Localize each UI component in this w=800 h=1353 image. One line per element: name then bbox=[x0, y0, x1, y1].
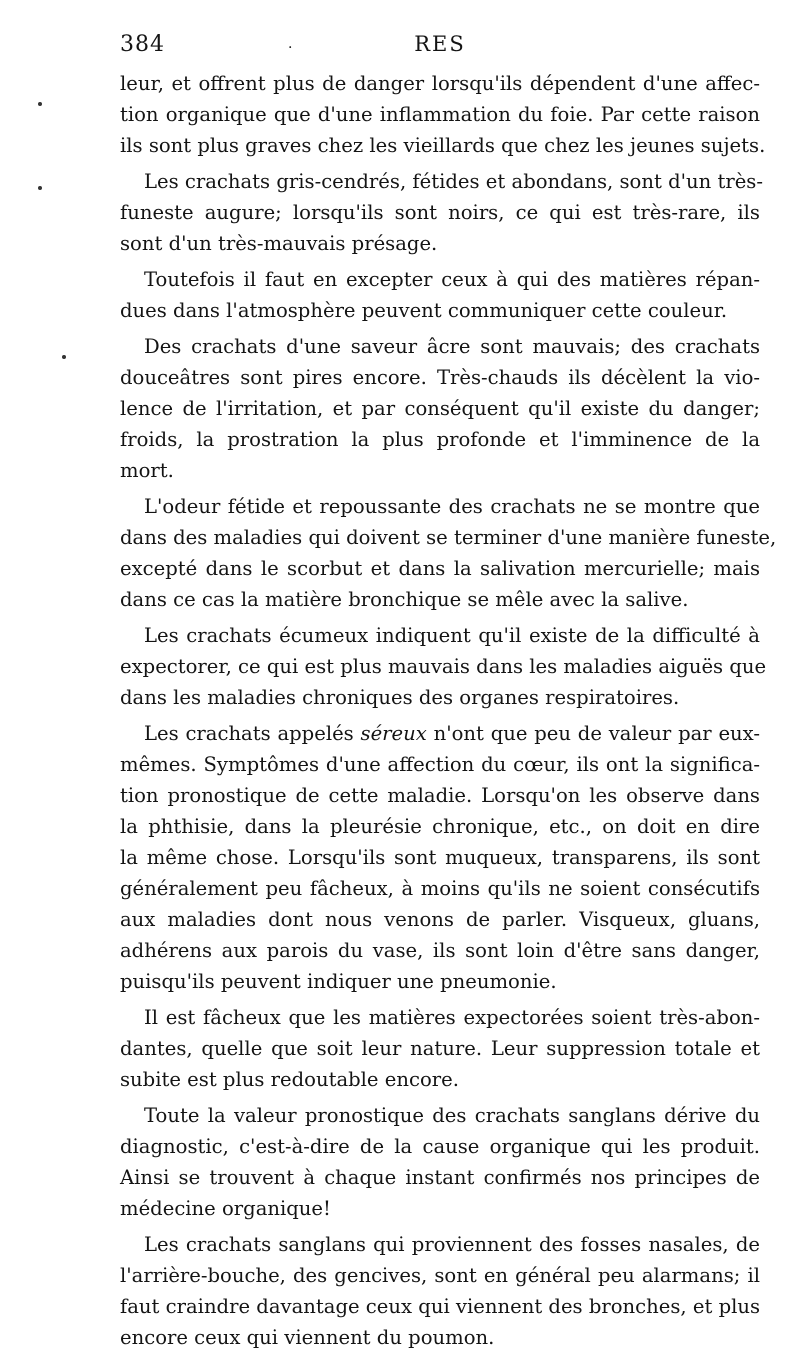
text-line: puisqu'ils peuvent indiquer une pneumonie. bbox=[120, 970, 557, 993]
text-line: dans les maladies chroniques des organes respiratoires. bbox=[120, 686, 680, 709]
text-line: Il est fâcheux que les matières expectorées soient très-abon- bbox=[144, 1006, 760, 1029]
text-line: l'arrière-bouche, des gencives, sont en général peu alarmans; il bbox=[120, 1264, 760, 1287]
text-line: Ainsi se trouvent à chaque instant confirmés nos principes de bbox=[120, 1166, 760, 1189]
text-line: excepté dans le scorbut et dans la salivation mercurielle; mais bbox=[120, 557, 760, 580]
text-line: douceâtres sont pires encore. Très-chauds ils décèlent la vio- bbox=[120, 366, 760, 389]
paragraph bbox=[120, 1229, 760, 1353]
text-line: Les crachats sanglans qui proviennent des fosses nasales, de bbox=[144, 1233, 760, 1256]
page-header bbox=[120, 32, 760, 66]
text-line: Les crachats écumeux indiquent qu'il existe de la difficulté à bbox=[144, 624, 760, 647]
paragraph bbox=[120, 68, 766, 161]
text-line: aux maladies dont nous venons de parler. Visqueux, gluans, bbox=[120, 908, 760, 931]
text-line: la même chose. Lorsqu'ils sont muqueux, transparens, ils sont bbox=[120, 846, 760, 869]
text-line: Toutefois il faut en excepter ceux à qui des matières répan- bbox=[144, 268, 760, 291]
text-line: mêmes. Symptômes d'une affection du cœur, ils ont la significa- bbox=[120, 753, 760, 776]
header-ornament-dot: · bbox=[288, 40, 293, 56]
paragraph bbox=[120, 1100, 760, 1224]
body-text bbox=[120, 68, 777, 1353]
margin-speck bbox=[38, 102, 42, 106]
paragraph bbox=[120, 491, 777, 615]
text-line: Des crachats d'une saveur âcre sont mauvais; des crachats bbox=[144, 335, 760, 358]
text-line: faut craindre davantage ceux qui viennent des bronches, et plus bbox=[120, 1295, 761, 1318]
text-line: encore ceux qui viennent du poumon. bbox=[120, 1326, 495, 1349]
text-line: Les crachats appelés séreux n'ont que peu de valeur par eux- bbox=[144, 722, 760, 745]
text-line: tion organique que d'une inflammation du foie. Par cette raison bbox=[120, 103, 760, 126]
text-line: subite est plus redoutable encore. bbox=[120, 1068, 459, 1091]
text-line: la phthisie, dans la pleurésie chronique, etc., on doit en dire bbox=[120, 815, 760, 838]
text-line: diagnostic, c'est-à-dire de la cause organique qui les produit. bbox=[120, 1135, 760, 1158]
text-line: médecine organique! bbox=[120, 1197, 331, 1220]
text-line: expectorer, ce qui est plus mauvais dans les maladies aiguës que bbox=[120, 655, 767, 678]
text-line: adhérens aux parois du vase, ils sont loin d'être sans danger, bbox=[120, 939, 760, 962]
text-line: L'odeur fétide et repoussante des crachats ne se montre que bbox=[144, 495, 760, 518]
text-line: Les crachats gris-cendrés, fétides et abondans, sont d'un très- bbox=[144, 170, 763, 193]
paragraph bbox=[120, 264, 760, 326]
text-line: dantes, quelle que soit leur nature. Leur suppression totale et bbox=[120, 1037, 760, 1060]
paragraph bbox=[120, 620, 767, 713]
text-line: dans ce cas la matière bronchique se mêle avec la salive. bbox=[120, 588, 689, 611]
text-line: dans des maladies qui doivent se terminer d'une manière funeste, bbox=[120, 526, 777, 549]
paragraph bbox=[120, 1002, 760, 1095]
paragraph bbox=[120, 718, 760, 997]
italic-term: séreux bbox=[360, 722, 427, 745]
text-line: leur, et offrent plus de danger lorsqu'ils dépendent d'une affec- bbox=[120, 72, 760, 95]
margin-speck bbox=[38, 186, 42, 190]
text-line: ils sont plus graves chez les vieillards que chez les jeunes sujets. bbox=[120, 134, 766, 157]
page-number: 384 bbox=[120, 32, 165, 57]
paragraph bbox=[120, 166, 763, 259]
text-line: dues dans l'atmosphère peuvent communiquer cette couleur. bbox=[120, 299, 728, 322]
margin-speck bbox=[62, 355, 66, 359]
running-head: RES bbox=[414, 32, 466, 56]
text-line: Toute la valeur pronostique des crachats sanglans dérive du bbox=[144, 1104, 760, 1127]
text-line: lence de l'irritation, et par conséquent qu'il existe du danger; bbox=[120, 397, 760, 420]
text-line: funeste augure; lorsqu'ils sont noirs, ce qui est très-rare, ils bbox=[120, 201, 760, 224]
text-line: généralement peu fâcheux, à moins qu'ils ne soient consécutifs bbox=[120, 877, 760, 900]
text-line: tion pronostique de cette maladie. Lorsqu'on les observe dans bbox=[120, 784, 760, 807]
text-line: sont d'un très-mauvais présage. bbox=[120, 232, 438, 255]
text-line: froids, la prostration la plus profonde et l'imminence de la bbox=[120, 428, 760, 451]
paragraph bbox=[120, 331, 760, 486]
text-line: mort. bbox=[120, 459, 174, 482]
